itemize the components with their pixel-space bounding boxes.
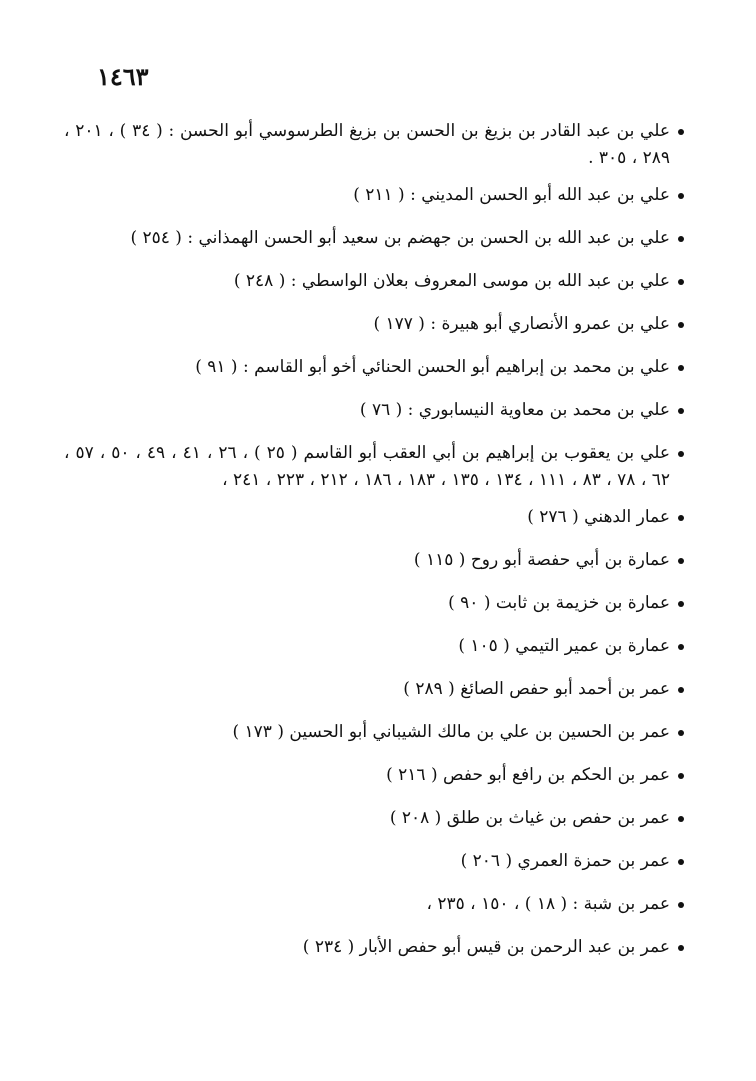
bullet-icon	[678, 902, 684, 908]
bullet-icon	[678, 365, 684, 371]
bullet-icon	[678, 279, 684, 285]
bullet-icon	[678, 322, 684, 328]
entry-text: عمر بن أحمد أبو حفص الصائغ ( ٢٨٩ )	[403, 679, 670, 699]
index-entry	[64, 848, 684, 875]
bullet-icon	[678, 236, 684, 242]
index-entry	[64, 504, 684, 531]
entry-text: عمار الدهني ( ٢٧٦ )	[527, 507, 670, 527]
bullet-icon	[678, 129, 684, 135]
index-entry	[64, 182, 684, 209]
index-entry	[64, 547, 684, 574]
index-entry	[64, 633, 684, 660]
bullet-icon	[678, 859, 684, 865]
index-entry	[64, 225, 684, 252]
index-entry	[64, 590, 684, 617]
entry-text: علي بن عبد الله أبو الحسن المديني : ( ٢١١ )	[353, 185, 670, 205]
entry-text: علي بن عبد القادر بن بزيغ بن الحسن بن بزيغ الطرسوسي أبو الحسن : ( ٣٤ ) ، ٢٠١ ، ٢٨٩ ، ٣٠٥ .	[64, 121, 671, 168]
entry-text: علي بن محمد بن إبراهيم أبو الحسن الحنائي أخو أبو القاسم : ( ٩١ )	[195, 357, 670, 377]
index-entry	[64, 268, 684, 295]
bullet-icon	[678, 945, 684, 951]
entry-text: عمر بن الحسين بن علي بن مالك الشيباني أبو الحسين ( ١٧٣ )	[232, 722, 670, 742]
index-entry	[64, 719, 684, 746]
index-list	[64, 118, 684, 977]
entry-text: عمر بن الحكم بن رافع أبو حفص ( ٢١٦ )	[386, 765, 670, 785]
entry-text: عمارة بن أبي حفصة أبو روح ( ١١٥ )	[413, 550, 670, 570]
bullet-icon	[678, 730, 684, 736]
bullet-icon	[678, 816, 684, 822]
bullet-icon	[678, 558, 684, 564]
bullet-icon	[678, 773, 684, 779]
entry-text: علي بن محمد بن معاوية النيسابوري : ( ٧٦ )	[359, 400, 670, 420]
bullet-icon	[678, 515, 684, 521]
index-entry	[64, 311, 684, 338]
entry-text: علي بن عبد الله بن الحسن بن جهضم بن سعيد أبو الحسن الهمذاني : ( ٢٥٤ )	[130, 228, 670, 248]
entry-text: عمارة بن خزيمة بن ثابت ( ٩٠ )	[448, 593, 670, 613]
index-entry	[64, 762, 684, 789]
entry-text: علي بن يعقوب بن إبراهيم بن أبي العقب أبو القاسم ( ٢٥ ) ، ٢٦ ، ٤١ ، ٤٩ ، ٥٠ ، ٥٧ ، ٦٢ ، ٧٨ ، ٨٣ ، ١١١ ، ١٣٤ ، ١٣٥ ، ١٨٣ ، ١٨٦ ، ٢١٢ ، ٢٢٣ ، ٢٤١ ،	[64, 443, 671, 490]
bullet-icon	[678, 451, 684, 457]
index-entry	[64, 805, 684, 832]
entry-text: عمر بن حمزة العمري ( ٢٠٦ )	[460, 851, 670, 871]
bullet-icon	[678, 193, 684, 199]
bullet-icon	[678, 408, 684, 414]
index-entry	[64, 118, 684, 172]
bullet-icon	[678, 601, 684, 607]
entry-text: عمر بن شبة : ( ١٨ ) ، ١٥٠ ، ٢٣٥ ،	[426, 894, 670, 914]
index-entry	[64, 891, 684, 918]
entry-text: علي بن عبد الله بن موسى المعروف بعلان الواسطي : ( ٢٤٨ )	[233, 271, 670, 291]
index-entry	[64, 440, 684, 494]
bullet-icon	[678, 687, 684, 693]
index-entry	[64, 934, 684, 961]
entry-text: عمر بن حفص بن غياث بن طلق ( ٢٠٨ )	[389, 808, 670, 828]
index-entry	[64, 397, 684, 424]
bullet-icon	[678, 644, 684, 650]
index-entry	[64, 354, 684, 381]
entry-text: عمارة بن عمير التيمي ( ١٠٥ )	[458, 636, 670, 656]
entry-text: عمر بن عبد الرحمن بن قيس أبو حفص الأبار ( ٢٣٤ )	[302, 937, 670, 957]
entry-text: علي بن عمرو الأنصاري أبو هبيرة : ( ١٧٧ )	[373, 314, 670, 334]
page-number: ١٤٦٣	[97, 62, 149, 91]
index-entry	[64, 676, 684, 703]
